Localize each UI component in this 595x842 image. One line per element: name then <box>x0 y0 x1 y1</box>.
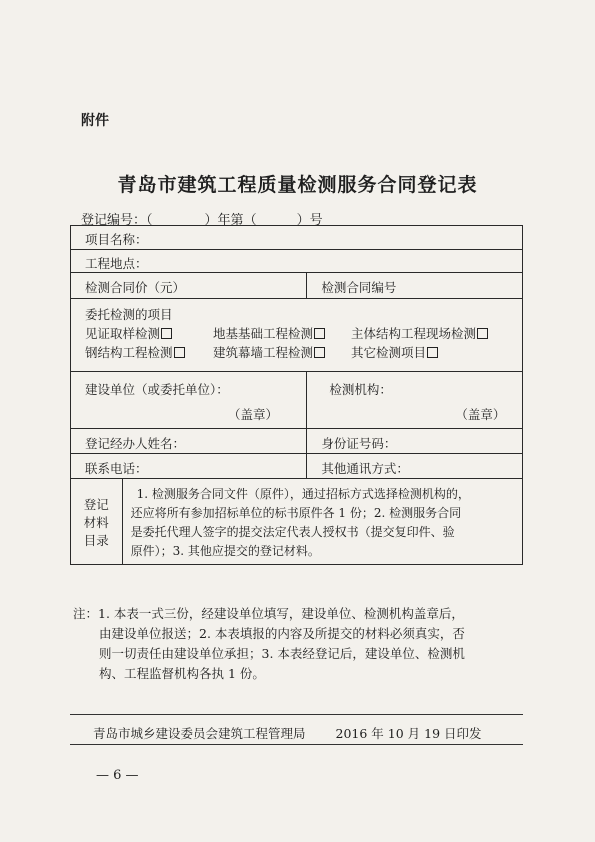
contract-price-label: 检测合同价（元） <box>85 280 186 295</box>
option-witness-sampling-label: 见证取样检测 <box>85 326 161 341</box>
id-number-label: 身份证号码： <box>321 436 397 451</box>
option-other-checkbox[interactable] <box>427 347 438 358</box>
contract-no-label: 检测合同编号 <box>321 280 397 295</box>
entrust-title: 委托检测的项目 <box>85 307 173 322</box>
entrust-items-cell <box>71 299 523 372</box>
id-number-cell <box>307 429 523 454</box>
entrust-row-1 <box>85 324 522 343</box>
option-steel-structure-checkbox[interactable] <box>174 347 185 358</box>
notes-line-4: 构、工程监督机构各执 1 份。 <box>99 666 265 681</box>
reg-close-paren-1: ） <box>204 213 218 228</box>
reg-year-label: 年第 <box>217 213 244 228</box>
option-curtain-wall-checkbox[interactable] <box>314 347 325 358</box>
project-location-label: 工程地点： <box>85 256 148 271</box>
notes-line-3: 则一切责任由建设单位承担；3. 本表经登记后，建设单位、检测机 <box>99 646 465 661</box>
contract-no-cell <box>307 273 523 299</box>
footer-issuer: 青岛市城乡建设委员会建筑工程管理局 <box>93 726 306 741</box>
materials-label-line-1: 登记 <box>83 497 109 512</box>
phone-cell <box>71 454 307 479</box>
builder-seal: （盖章） <box>228 407 279 422</box>
builder-label: 建设单位（或委托单位）： <box>85 382 229 397</box>
lab-seal: （盖章） <box>455 407 506 422</box>
notes-line-1: 注：1. 本表一式三份，经建设单位填写，建设单位、检测机构盖章后， <box>73 606 464 621</box>
materials-line-1: 1. 检测服务合同文件（原件），通过招标方式选择检测机构的， <box>136 487 470 501</box>
attachment-label: 附件 <box>81 113 109 129</box>
page-number: — 6 — <box>96 768 139 783</box>
materials-label-cell <box>71 479 123 565</box>
project-location-cell <box>71 250 523 273</box>
footer-rule-bottom <box>70 744 523 745</box>
footer-rule-top <box>70 714 523 715</box>
notes-block <box>73 604 533 684</box>
option-curtain-wall-label: 建筑幕墙工程检测 <box>213 345 314 360</box>
footer-text <box>93 724 482 742</box>
materials-line-4: 原件）；3. 其他应提交的登记材料。 <box>130 544 320 558</box>
footer-date: 2016 年 10 月 19 日印发 <box>335 726 482 741</box>
option-witness-sampling-checkbox[interactable] <box>161 328 172 339</box>
option-foundation-checkbox[interactable] <box>314 328 325 339</box>
lab-label: 检测机构： <box>329 382 392 397</box>
reg-open-paren-1: （ <box>146 213 153 228</box>
option-main-structure-label: 主体结构工程现场检测 <box>351 326 477 341</box>
reg-close-paren-2: ） <box>296 213 310 228</box>
materials-line-3: 是委托代理人签字的提交法定代表人授权书（提交复印件、验 <box>130 525 455 539</box>
entrust-row-2 <box>85 343 522 362</box>
materials-line-2: 还应将所有参加招标单位的标书原件各 1 份；2. 检测服务合同 <box>130 506 462 520</box>
project-name-cell <box>71 226 523 250</box>
handler-label: 登记经办人姓名： <box>85 436 186 451</box>
lab-cell <box>307 372 523 429</box>
option-other-label: 其它检测项目 <box>351 345 427 360</box>
other-contact-cell <box>307 454 523 479</box>
project-name-label: 项目名称： <box>85 232 148 247</box>
reg-num-label: 号 <box>309 213 323 228</box>
reg-open-paren-2: （ <box>243 213 257 228</box>
other-contact-label: 其他通讯方式： <box>321 461 409 476</box>
option-main-structure-checkbox[interactable] <box>477 328 488 339</box>
materials-label-line-2: 材料 <box>83 515 109 530</box>
contract-price-cell <box>71 273 307 299</box>
materials-list-cell <box>122 479 522 565</box>
registration-form-table <box>70 225 523 565</box>
phone-label: 联系电话： <box>85 461 148 476</box>
handler-cell <box>71 429 307 454</box>
option-steel-structure-label: 钢结构工程检测 <box>85 345 173 360</box>
materials-label-line-3: 目录 <box>83 533 109 548</box>
reg-label: 登记编号： <box>81 213 147 228</box>
option-foundation-label: 地基基础工程检测 <box>213 326 314 341</box>
page-title: 青岛市建筑工程质量检测服务合同登记表 <box>117 174 478 196</box>
builder-cell <box>71 372 307 429</box>
notes-line-2: 由建设单位报送；2. 本表填报的内容及所提交的材料必须真实，否 <box>99 626 465 641</box>
